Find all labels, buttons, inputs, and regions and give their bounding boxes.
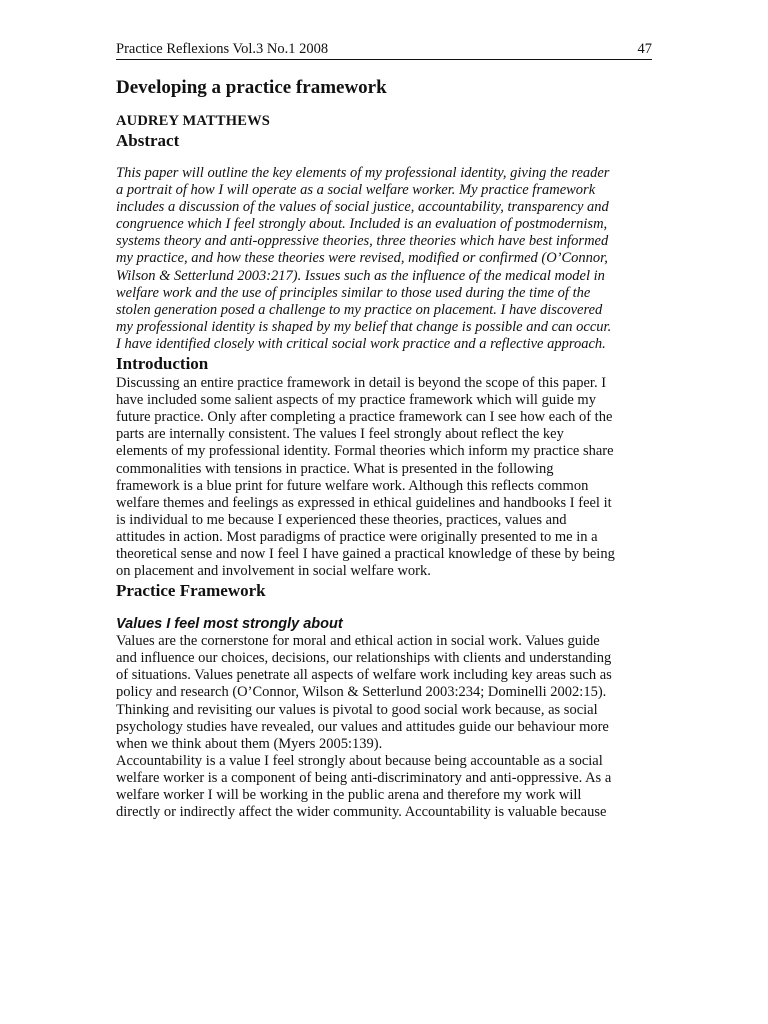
values-line: of situations. Values penetrate all aspects of welfare work including key areas such as — [116, 667, 612, 684]
abstract-line: congruence which I feel strongly about. Included is an evaluation of postmodernism, — [116, 216, 608, 233]
journal-citation: Practice Reflexions Vol.3 No.1 2008 — [116, 41, 329, 57]
abstract-line: This paper will outline the key elements of my professional identity, giving the reader — [116, 165, 610, 181]
practice-framework-heading: Practice Framework — [116, 581, 266, 601]
article-author: AUDREY MATTHEWS — [116, 113, 271, 129]
accountability-line: Accountability is a value I feel strongly about because being accountable as a social — [116, 752, 603, 769]
running-header — [116, 40, 652, 60]
values-subheading: Values I feel most strongly about — [116, 616, 343, 633]
values-line: Thinking and revisiting our values is pivotal to good social work because, as social — [116, 701, 598, 718]
introduction-line: is individual to me because I experienced these theories, practices, values and — [116, 511, 567, 528]
abstract-line: my practice, and how these theories were revised, modified or confirmed (O’Connor, — [116, 250, 608, 267]
values-line: when we think about them (Myers 2005:139). — [116, 735, 383, 752]
abstract-line: a portrait of how I will operate as a social welfare worker. My practice framework — [116, 182, 596, 199]
abstract-line: systems theory and anti-oppressive theories, three theories which have best informed — [116, 233, 609, 250]
abstract-line: welfare work and the use of principles similar to those used during the time of the — [116, 284, 591, 301]
abstract-line: stolen generation posed a challenge to my practice on placement. I have discovered — [116, 301, 603, 318]
values-paragraph — [116, 633, 652, 753]
values-line: psychology studies have revealed, our values and attitudes guide our behaviour more — [116, 718, 609, 735]
introduction-paragraph — [116, 375, 652, 580]
accountability-line: welfare worker I will be working in the public arena and therefore my work will — [116, 787, 582, 803]
abstract-line: includes a discussion of the values of social justice, accountability, transparency and — [116, 199, 609, 216]
page-number: 47 — [637, 41, 652, 57]
abstract-line: Wilson & Setterlund 2003:217). Issues such as the influence of the medical model in — [116, 267, 605, 284]
abstract-heading: Abstract — [116, 131, 180, 150]
abstract-line: I have identified closely with critical social work practice and a reflective approach. — [116, 335, 606, 352]
abstract-line: my professional identity is shaped by my belief that change is possible and can occur. — [116, 318, 612, 335]
document-page — [116, 40, 652, 821]
introduction-line: parts are internally consistent. The values I feel strongly about reflect the key — [116, 426, 564, 443]
values-line: and influence our choices, decisions, our relationships with clients and understanding — [116, 650, 612, 667]
abstract-text — [116, 165, 652, 353]
introduction-line: have included some salient aspects of my practice framework which will guide my — [116, 392, 596, 409]
values-line: Values are the cornerstone for moral and ethical action in social work. Values guide — [116, 633, 600, 650]
accountability-line: directly or indirectly affect the wider community. Accountability is valuable because — [116, 804, 607, 821]
introduction-line: attitudes in action. Most paradigms of practice were originally presented to me in a — [116, 528, 598, 545]
introduction-line: theoretical sense and now I feel I have gained a practical knowledge of these by being — [116, 545, 615, 562]
values-line: policy and research (O’Connor, Wilson & Setterlund 2003:234; Dominelli 2002:15). — [116, 684, 607, 701]
introduction-line: framework is a blue print for future welfare work. Although this reflects common — [116, 477, 589, 494]
accountability-paragraph — [116, 753, 652, 821]
introduction-heading: Introduction — [116, 354, 209, 374]
accountability-line: welfare worker is a component of being anti-discriminatory and anti-oppressive. As a — [116, 769, 612, 786]
introduction-line: welfare themes and feelings as expressed in ethical guidelines and handbooks I feel it — [116, 494, 612, 511]
article-title: Developing a practice framework — [116, 77, 387, 98]
introduction-line: elements of my professional identity. Formal theories which inform my practice share — [116, 443, 614, 460]
introduction-line: on placement and involvement in social welfare work. — [116, 563, 431, 580]
introduction-line: future practice. Only after completing a practice framework can I see how each of the — [116, 409, 613, 426]
introduction-line: Discussing an entire practice framework in detail is beyond the scope of this paper. I — [116, 375, 607, 392]
introduction-line: commonalities with tensions in practice. What is presented in the following — [116, 460, 554, 477]
